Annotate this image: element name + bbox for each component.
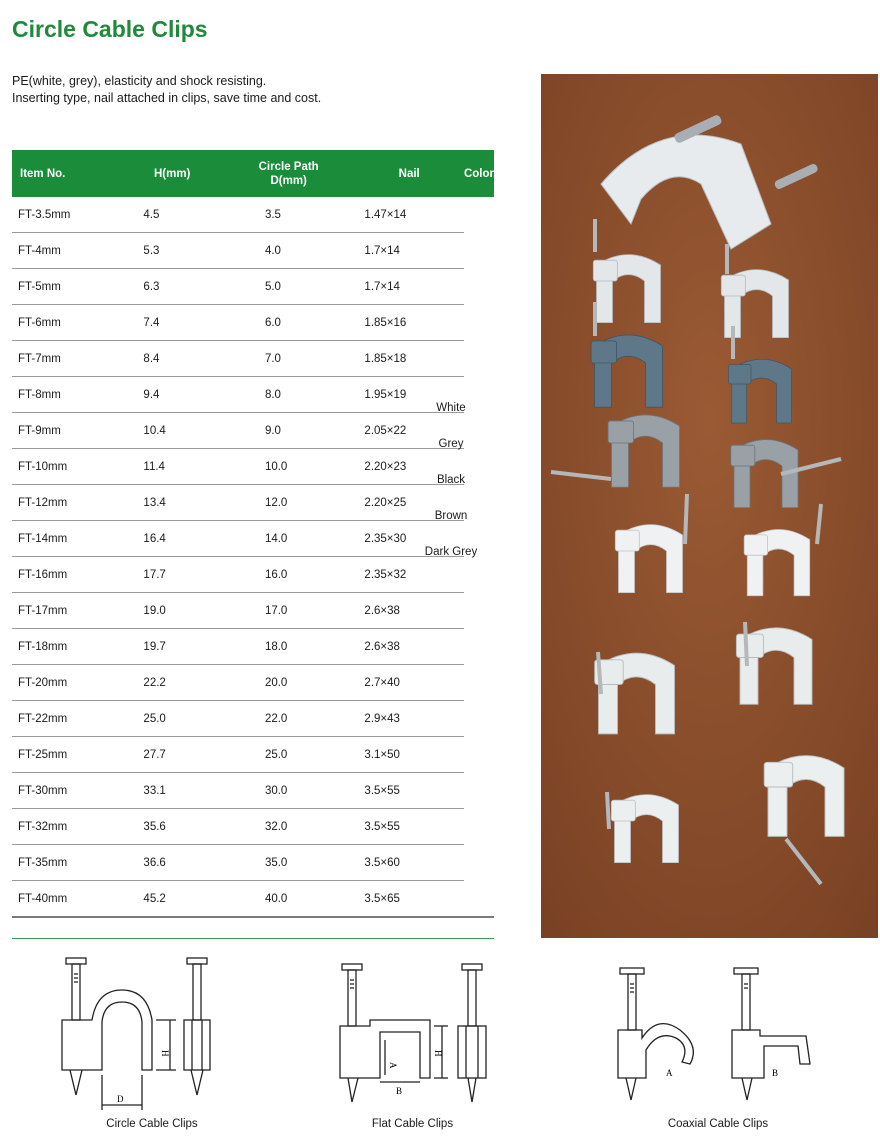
table-row [12, 593, 494, 629]
color-cell [464, 305, 494, 341]
nail-cell: 3.5×60 [354, 845, 464, 881]
h-cell: 19.0 [121, 593, 223, 629]
h-cell: 33.1 [121, 773, 223, 809]
color-cell [464, 701, 494, 737]
table-row [12, 773, 494, 809]
table-row [12, 305, 494, 341]
color-cell [464, 881, 494, 918]
nail-cell: 2.7×40 [354, 665, 464, 701]
item-no-cell: FT-35mm [12, 845, 121, 881]
nail-cell: 1.7×14 [354, 233, 464, 269]
coaxial-clip-diagram [610, 950, 830, 1110]
item-no-cell: FT-10mm [12, 449, 121, 485]
label-h: H [433, 1050, 443, 1057]
nail-cell: 2.6×38 [354, 593, 464, 629]
item-no-cell: FT-25mm [12, 737, 121, 773]
item-no-cell: FT-40mm [12, 881, 121, 918]
label-h: H [160, 1050, 170, 1057]
nail-cell: 3.5×65 [354, 881, 464, 918]
d-cell: 40.0 [223, 881, 354, 918]
h-cell: 27.7 [121, 737, 223, 773]
nail-cell: 2.20×23 [354, 449, 464, 485]
column-header-h: H(mm) [121, 150, 223, 197]
column-header-color: Color [464, 150, 494, 197]
nail-cell: 1.85×16 [354, 305, 464, 341]
item-no-cell: FT-20mm [12, 665, 121, 701]
caption-flat: Flat Cable Clips [371, 1118, 454, 1130]
description-line: PE(white, grey), elasticity and shock resisting. [12, 74, 267, 88]
label-b: B [396, 1086, 403, 1096]
table-row [12, 197, 494, 233]
d-cell: 12.0 [223, 485, 354, 521]
item-no-cell: FT-5mm [12, 269, 121, 305]
h-cell: 35.6 [121, 809, 223, 845]
nail-cell: 2.35×30 [354, 521, 464, 557]
color-cell [464, 341, 494, 377]
d-cell: 7.0 [223, 341, 354, 377]
table-row [12, 341, 494, 377]
d-cell: 17.0 [223, 593, 354, 629]
h-cell: 10.4 [121, 413, 223, 449]
table-header-row [12, 150, 494, 197]
color-item: Black [436, 474, 466, 486]
d-cell: 16.0 [223, 557, 354, 593]
d-cell: 8.0 [223, 377, 354, 413]
table-row [12, 881, 494, 918]
item-no-cell: FT-8mm [12, 377, 121, 413]
d-cell: 35.0 [223, 845, 354, 881]
table-row [12, 809, 494, 845]
d-cell: 22.0 [223, 701, 354, 737]
color-cell [464, 629, 494, 665]
h-cell: 16.4 [121, 521, 223, 557]
item-no-cell: FT-7mm [12, 341, 121, 377]
table-row [12, 665, 494, 701]
color-cell [464, 809, 494, 845]
h-cell: 8.4 [121, 341, 223, 377]
d-cell: 4.0 [223, 233, 354, 269]
product-photo [541, 74, 878, 938]
page-title: Circle Cable Clips [12, 16, 208, 42]
color-item: Grey [438, 438, 464, 450]
caption-circle: Circle Cable Clips [106, 1118, 198, 1130]
color-item: Dark Grey [424, 546, 478, 558]
circle-clip-diagram [52, 950, 242, 1110]
h-cell: 9.4 [121, 377, 223, 413]
item-no-cell: FT-16mm [12, 557, 121, 593]
nail-cell: 1.7×14 [354, 269, 464, 305]
table-row [12, 701, 494, 737]
d-cell: 9.0 [223, 413, 354, 449]
h-cell: 11.4 [121, 449, 223, 485]
section-divider [12, 938, 494, 939]
nail-cell: 2.20×25 [354, 485, 464, 521]
item-no-cell: FT-14mm [12, 521, 121, 557]
h-cell: 7.4 [121, 305, 223, 341]
color-cell [464, 773, 494, 809]
nail-cell: 3.5×55 [354, 773, 464, 809]
nail-cell: 2.9×43 [354, 701, 464, 737]
d-cell: 10.0 [223, 449, 354, 485]
d-cell: 30.0 [223, 773, 354, 809]
table-row [12, 269, 494, 305]
column-header-d [223, 150, 354, 197]
item-no-cell: FT-9mm [12, 413, 121, 449]
h-cell: 6.3 [121, 269, 223, 305]
color-cell [464, 665, 494, 701]
color-cell [464, 233, 494, 269]
h-cell: 17.7 [121, 557, 223, 593]
d-cell: 32.0 [223, 809, 354, 845]
color-cell [464, 845, 494, 881]
h-cell: 36.6 [121, 845, 223, 881]
label-a: A [666, 1068, 673, 1078]
caption-coaxial: Coaxial Cable Clips [667, 1118, 769, 1130]
item-no-cell: FT-6mm [12, 305, 121, 341]
item-no-cell: FT-30mm [12, 773, 121, 809]
d-cell: 14.0 [223, 521, 354, 557]
color-item: Brown [434, 510, 468, 522]
nail-cell: 1.47×14 [354, 197, 464, 233]
d-cell: 3.5 [223, 197, 354, 233]
color-cell [464, 737, 494, 773]
color-cell [464, 593, 494, 629]
d-cell: 20.0 [223, 665, 354, 701]
label-a: A [388, 1062, 398, 1069]
h-cell: 19.7 [121, 629, 223, 665]
color-list [410, 398, 492, 578]
label-b: B [772, 1068, 779, 1078]
nail-cell: 3.5×55 [354, 809, 464, 845]
item-no-cell: FT-3.5mm [12, 197, 121, 233]
table-row [12, 845, 494, 881]
item-no-cell: FT-32mm [12, 809, 121, 845]
h-cell: 25.0 [121, 701, 223, 737]
d-cell: 18.0 [223, 629, 354, 665]
description-line: Inserting type, nail attached in clips, save time and cost. [12, 91, 322, 105]
label-d: D [117, 1094, 124, 1104]
nail-cell: 2.35×32 [354, 557, 464, 593]
table-row [12, 737, 494, 773]
table-row [12, 233, 494, 269]
table-row [12, 629, 494, 665]
h-cell: 22.2 [121, 665, 223, 701]
d-cell: 5.0 [223, 269, 354, 305]
item-no-cell: FT-22mm [12, 701, 121, 737]
column-header-nail: Nail [354, 150, 464, 197]
d-cell: 25.0 [223, 737, 354, 773]
color-cell [464, 197, 494, 233]
item-no-cell: FT-18mm [12, 629, 121, 665]
h-cell: 5.3 [121, 233, 223, 269]
d-cell: 6.0 [223, 305, 354, 341]
item-no-cell: FT-12mm [12, 485, 121, 521]
color-item: White [436, 402, 466, 414]
column-header-item: Item No. [12, 150, 121, 197]
nail-cell: 3.1×50 [354, 737, 464, 773]
description [12, 73, 321, 107]
item-no-cell: FT-17mm [12, 593, 121, 629]
flat-clip-diagram [330, 950, 510, 1110]
nail-cell: 2.05×22 [354, 413, 464, 449]
h-cell: 45.2 [121, 881, 223, 918]
item-no-cell: FT-4mm [12, 233, 121, 269]
h-cell: 4.5 [121, 197, 223, 233]
h-cell: 13.4 [121, 485, 223, 521]
column-header-d-label: Circle Path D(mm) [258, 160, 319, 187]
nail-cell: 2.6×38 [354, 629, 464, 665]
color-cell [464, 269, 494, 305]
nail-cell: 1.85×18 [354, 341, 464, 377]
nail-cell: 1.95×19 [354, 377, 464, 413]
